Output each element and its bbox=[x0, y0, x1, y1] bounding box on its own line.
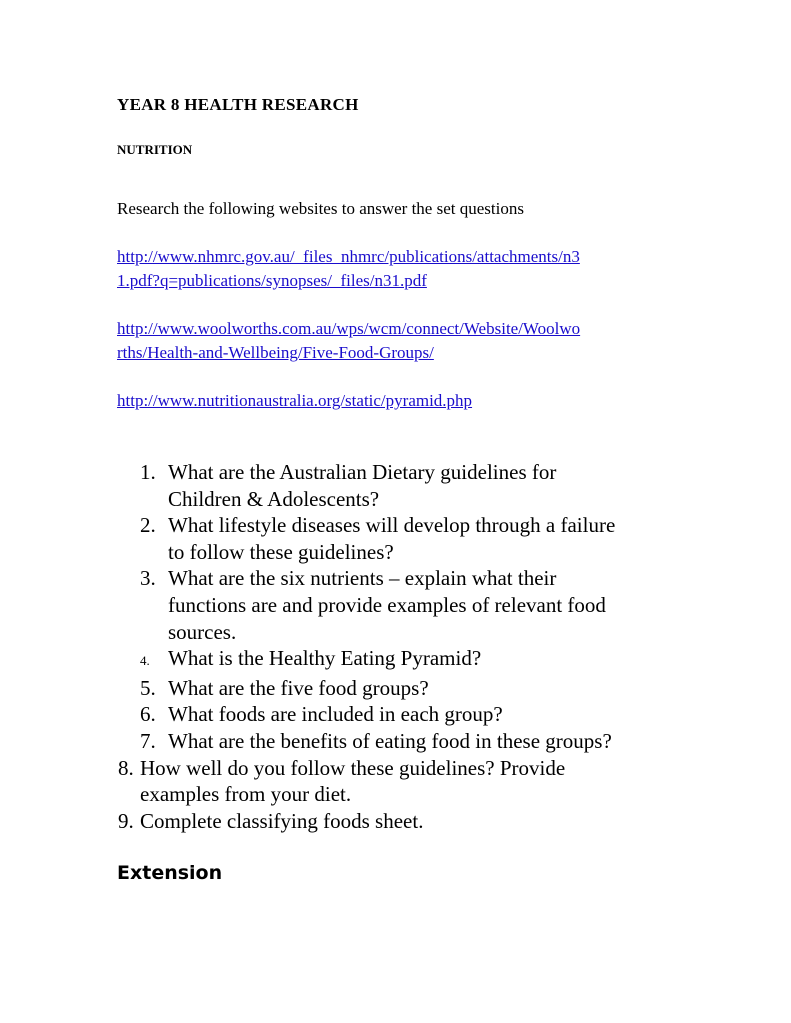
link-text-line: http://www.woolworths.com.au/wps/wcm/connect/Website/Woolwo bbox=[117, 319, 581, 338]
question-text: What is the Healthy Eating Pyramid? bbox=[168, 646, 482, 671]
question-item bbox=[0, 755, 791, 808]
question-item bbox=[0, 728, 791, 755]
question-item bbox=[0, 459, 791, 512]
question-number: 6. bbox=[140, 702, 156, 727]
question-number: 2. bbox=[140, 513, 156, 538]
question-text: What are the Australian Dietary guidelines for bbox=[168, 460, 557, 484]
nutrition-australia-link[interactable] bbox=[117, 389, 472, 413]
question-number: 7. bbox=[140, 728, 156, 753]
question-text: How well do you follow these guidelines? Provide bbox=[140, 755, 566, 780]
question-item bbox=[0, 512, 791, 565]
question-item bbox=[0, 675, 791, 702]
link-text-line: http://www.nutritionaustralia.org/static/pyramid.php bbox=[117, 391, 473, 410]
question-text: Complete classifying foods sheet. bbox=[140, 808, 424, 833]
question-number: 3. bbox=[140, 566, 156, 591]
section-heading-nutrition: NUTRITION bbox=[117, 142, 193, 157]
nhmrc-link[interactable] bbox=[117, 245, 580, 293]
question-text: to follow these guidelines? bbox=[168, 539, 394, 564]
instructions-text: Research the following websites to answer the set questions bbox=[117, 199, 524, 218]
question-number: 9. bbox=[118, 808, 134, 833]
question-number: 1. bbox=[140, 460, 156, 484]
question-text: What are the five food groups? bbox=[168, 675, 429, 700]
question-text: functions are and provide examples of relevant food bbox=[168, 592, 606, 617]
question-text: Children & Adolescents? bbox=[168, 486, 380, 511]
question-text: sources. bbox=[168, 619, 237, 644]
link-text-line: 1.pdf?q=publications/synopses/_files/n31.pdf bbox=[117, 271, 427, 290]
link-text-line: http://www.nhmrc.gov.au/_files_nhmrc/publications/attachments/n3 bbox=[117, 247, 580, 266]
question-item bbox=[0, 565, 791, 645]
extension-heading: Extension bbox=[117, 862, 223, 884]
question-item bbox=[0, 808, 791, 835]
question-number: 8. bbox=[118, 755, 134, 780]
question-text: What are the six nutrients – explain what their bbox=[168, 566, 557, 591]
woolworths-link[interactable] bbox=[117, 317, 580, 365]
question-text: examples from your diet. bbox=[140, 782, 352, 807]
question-item bbox=[0, 701, 791, 728]
question-number: 4. bbox=[140, 653, 150, 669]
question-text: What lifestyle diseases will develop through a failure bbox=[168, 513, 616, 538]
question-text: What are the benefits of eating food in these groups? bbox=[168, 728, 612, 753]
question-list bbox=[0, 459, 791, 834]
page-title: YEAR 8 HEALTH RESEARCH bbox=[117, 95, 359, 114]
question-text: What foods are included in each group? bbox=[168, 702, 503, 727]
question-number: 5. bbox=[140, 675, 156, 700]
question-item bbox=[0, 645, 791, 675]
link-text-line: rths/Health-and-Wellbeing/Five-Food-Groups/ bbox=[117, 343, 434, 362]
